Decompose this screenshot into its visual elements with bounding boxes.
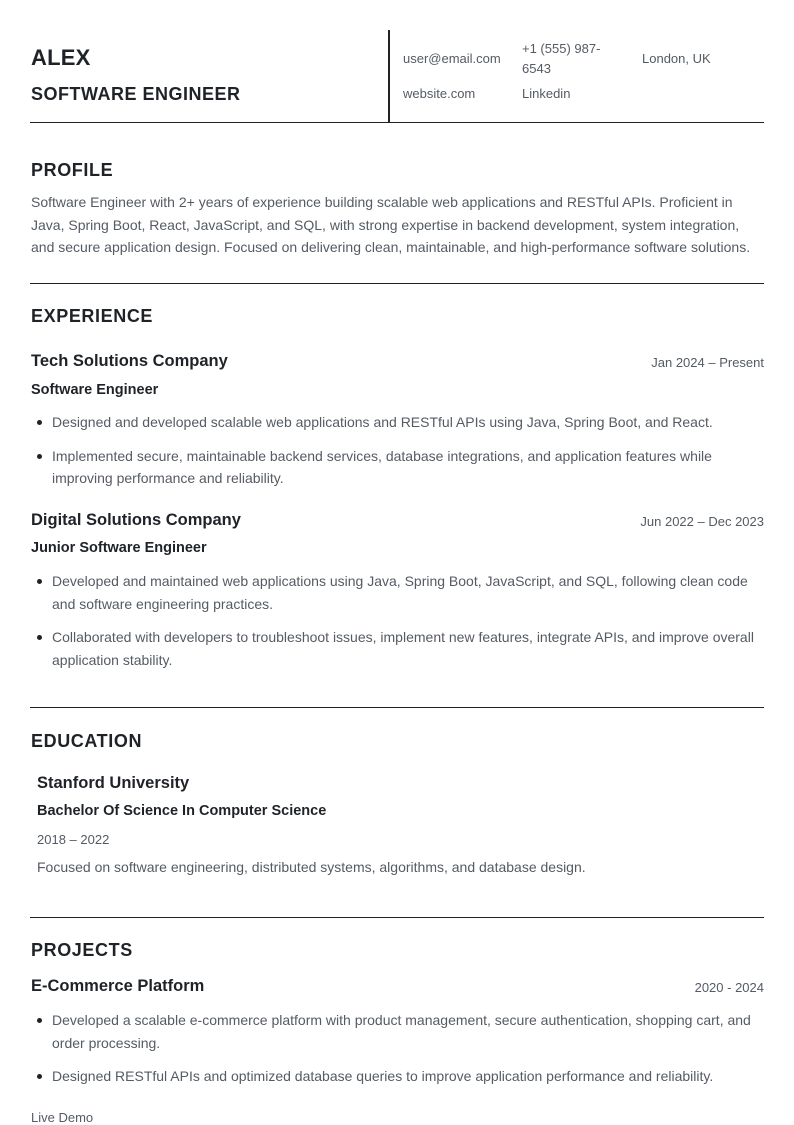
section-divider xyxy=(30,707,764,708)
job-company: Digital Solutions Company xyxy=(31,511,241,529)
section-divider xyxy=(30,917,764,918)
education-degree: Bachelor Of Science In Computer Science xyxy=(37,803,327,819)
project-dates: 2020 - 2024 xyxy=(694,980,764,995)
job-bullet-list xyxy=(30,570,764,682)
project-bullet: Developed a scalable e-commerce platform with product management, secure authentication, shopping cart, and order processing. xyxy=(52,1009,764,1054)
job-bullet: Implemented secure, maintainable backend services, database integrations, and application features while improving performance and reliability. xyxy=(52,445,764,490)
experience-heading: EXPERIENCE xyxy=(31,306,154,326)
job-role: Software Engineer xyxy=(31,382,159,398)
contact-website-link[interactable]: website.com xyxy=(403,86,476,101)
profile-heading: PROFILE xyxy=(31,160,114,180)
job-dates: Jun 2022 – Dec 2023 xyxy=(640,514,764,529)
education-heading: EDUCATION xyxy=(31,731,143,751)
job-role: Junior Software Engineer xyxy=(31,540,207,556)
project-live-demo-link[interactable]: Live Demo xyxy=(31,1110,94,1125)
contact-email[interactable]: user@email.com xyxy=(403,51,501,66)
education-description: Focused on software engineering, distributed systems, algorithms, and database design. xyxy=(37,859,586,875)
project-bullet-list xyxy=(30,1009,764,1099)
profile-summary: Software Engineer with 2+ years of experience building scalable web applications and RESTful APIs. Proficient in Java, Spring Boot, React, JavaScript, and SQL, with strong expertise in backend development, system integration, and secure application design. Focused on delivering clean, maintainable, and high-performance software solutions. xyxy=(31,194,751,255)
resume-header xyxy=(30,30,764,123)
header-divider xyxy=(388,30,390,122)
contact-linkedin-link[interactable]: Linkedin xyxy=(522,86,571,101)
project-name: E-Commerce Platform xyxy=(31,977,205,995)
job-bullet: Designed and developed scalable web applications and RESTful APIs using Java, Spring Boot, and React. xyxy=(52,411,764,434)
candidate-name: ALEX xyxy=(31,45,91,70)
contact-phone: +1 (555) 987-6543 xyxy=(522,41,601,76)
education-school: Stanford University xyxy=(37,774,190,792)
job-bullet: Developed and maintained web applications using Java, Spring Boot, JavaScript, and SQL, following clean code and software engineering practices. xyxy=(52,570,764,615)
job-bullet: Collaborated with developers to troubleshoot issues, implement new features, integrate APIs, and improve overall application stability. xyxy=(52,626,764,671)
job-bullet-list xyxy=(30,411,764,501)
job-dates: Jan 2024 – Present xyxy=(651,355,764,370)
projects-heading: PROJECTS xyxy=(31,940,133,960)
contact-location: London, UK xyxy=(642,51,711,66)
candidate-title: SOFTWARE ENGINEER xyxy=(31,84,241,104)
section-divider xyxy=(30,283,764,284)
project-bullet: Designed RESTful APIs and optimized database queries to improve application performance and reliability. xyxy=(52,1065,764,1088)
education-years: 2018 – 2022 xyxy=(37,832,110,847)
job-company: Tech Solutions Company xyxy=(31,352,228,370)
